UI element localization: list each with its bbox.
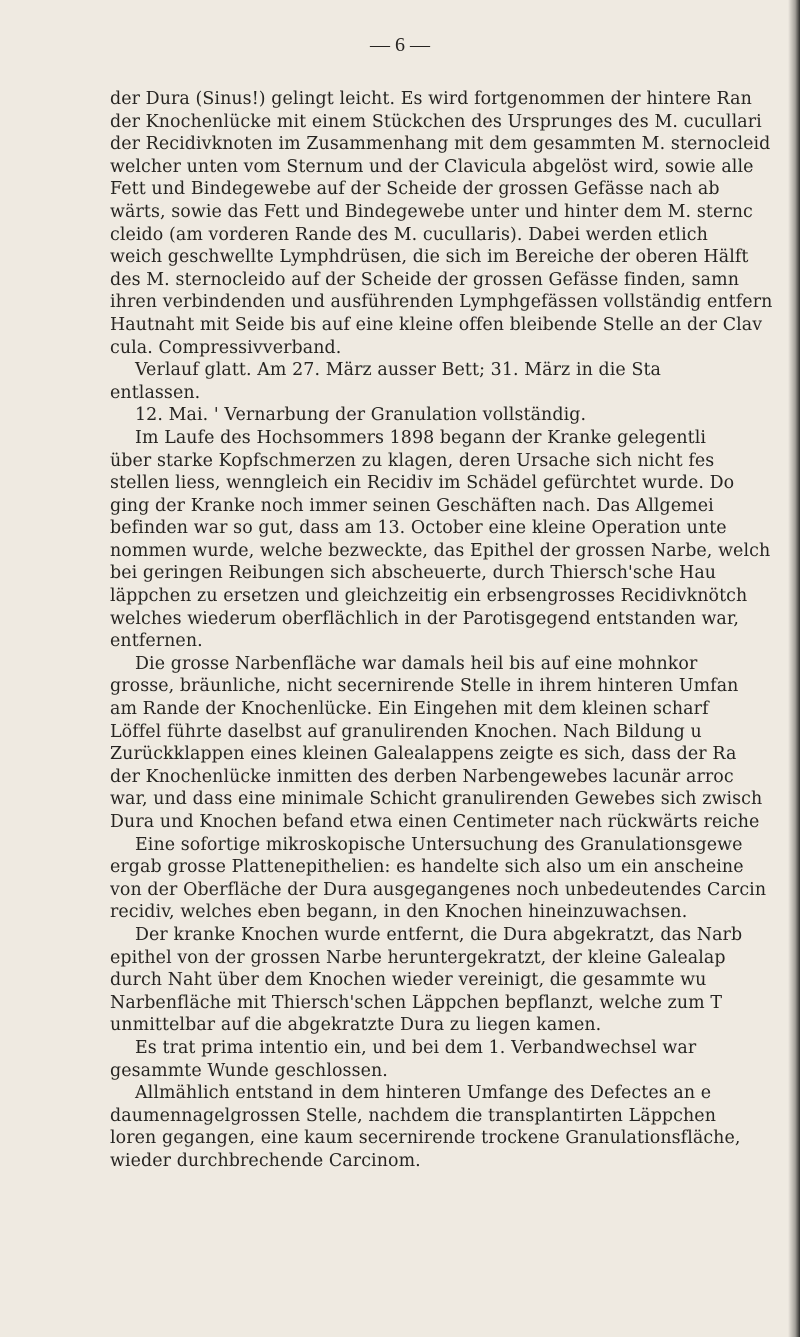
text-line: Narbenfläche mit Thiersch'schen Läppchen bepflanzt, welche zum T [110, 992, 723, 1013]
text-line: recidiv, welches eben begann, in den Knochen hineinzuwachsen. [110, 902, 688, 923]
text-line: nommen wurde, welche bezweckte, das Epithel der grossen Narbe, welch [110, 540, 771, 561]
text-line: wärts, sowie das Fett und Bindegewebe unter und hinter dem M. sternc [110, 201, 753, 222]
text-line: entfernen. [110, 631, 203, 652]
text-line: entlassen. [110, 382, 201, 403]
text-line: ihren verbindenden und ausführenden Lymphgefässen vollständig entfern [110, 292, 773, 313]
text-line: von der Oberfläche der Dura ausgegangenes noch unbedeutendes Carcin [110, 879, 767, 900]
text-line: läppchen zu ersetzen und gleichzeitig ein erbsengrosses Recidivknötch [110, 586, 748, 607]
text-line: welcher unten vom Sternum und der Clavicula abgelöst wird, sowie alle [110, 156, 754, 177]
page-edge-shadow [788, 0, 800, 1337]
page-number: — 6 — [370, 34, 430, 56]
text-line: epithel von der grossen Narbe heruntergekratzt, der kleine Galealap [110, 947, 726, 968]
text-line: ging der Kranke noch immer seinen Geschäften nach. Das Allgemei [110, 495, 714, 516]
text-line: Löffel führte daselbst auf granulirenden Knochen. Nach Bildung u [110, 721, 702, 742]
text-line: der Knochenlücke mit einem Stückchen des Ursprunges des M. cucullari [110, 111, 762, 132]
text-line: ergab grosse Plattenepithelien: es handelte sich also um ein anscheine [110, 857, 744, 878]
text-line: Es trat prima intentio ein, und bei dem 1. Verbandwechsel war [135, 1037, 697, 1058]
text-line: Im Laufe des Hochsommers 1898 begann der Kranke gelegentli [135, 427, 707, 448]
text-line: cleido (am vorderen Rande des M. cucullaris). Dabei werden etlich [110, 224, 708, 245]
text-line: weich geschwellte Lymphdrüsen, die sich im Bereiche der oberen Hälft [110, 247, 749, 268]
text-line: Zurückklappen eines kleinen Galealappens zeigte es sich, dass der Ra [110, 744, 737, 765]
text-line: durch Naht über dem Knochen wieder vereinigt, die gesammte wu [110, 970, 707, 991]
text-line: der Recidivknoten im Zusammenhang mit dem gesammten M. sternocleid [110, 134, 771, 155]
text-line: Fett und Bindegewebe auf der Scheide der grossen Gefässe nach ab [110, 179, 720, 200]
text-line: 12. Mai. ' Vernarbung der Granulation vollständig. [135, 405, 587, 426]
text-line: der Dura (Sinus!) gelingt leicht. Es wird fortgenommen der hintere Ran [110, 89, 752, 109]
text-line: über starke Kopfschmerzen zu klagen, deren Ursache sich nicht fes [110, 450, 715, 471]
body-text [110, 88, 800, 1173]
text-line: war, und dass eine minimale Schicht granulirenden Gewebes sich zwisch [110, 789, 763, 810]
text-line: unmittelbar auf die abgekratzte Dura zu liegen kamen. [110, 1015, 602, 1036]
text-line: stellen liess, wenngleich ein Recidiv im Schädel gefürchtet wurde. Do [110, 473, 735, 494]
text-line: Die grosse Narbenfläche war damals heil bis auf eine mohnkor [135, 653, 698, 674]
text-line: daumennagelgrossen Stelle, nachdem die transplantirten Läppchen [110, 1105, 716, 1126]
text-line: grosse, bräunliche, nicht secernirende Stelle in ihrem hinteren Umfan [110, 676, 739, 697]
text-line: wieder durchbrechende Carcinom. [110, 1150, 421, 1171]
text-line: Dura und Knochen befand etwa einen Centimeter nach rückwärts reiche [110, 812, 760, 832]
text-line: am Rande der Knochenlücke. Ein Eingehen mit dem kleinen scharf [110, 699, 709, 720]
text-line: befinden war so gut, dass am 13. October eine kleine Operation unte [110, 518, 727, 539]
text-line: Der kranke Knochen wurde entfernt, die Dura abgekratzt, das Narb [135, 924, 743, 945]
text-line: bei geringen Reibungen sich abscheuerte, durch Thiersch'sche Hau [110, 563, 717, 584]
text-line: der Knochenlücke inmitten des derben Narbengewebes lacunär arroc [110, 766, 734, 787]
text-line: des M. sternocleido auf der Scheide der grossen Gefässe finden, samn [110, 269, 740, 290]
text-line: Eine sofortige mikroskopische Untersuchung des Granulationsgewe [135, 834, 743, 855]
text-line: Hautnaht mit Seide bis auf eine kleine offen bleibende Stelle an der Clav [110, 314, 763, 335]
text-line: loren gegangen, eine kaum secernirende trockene Granulationsfläche, [110, 1128, 741, 1149]
text-line: welches wiederum oberflächlich in der Parotisgegend entstanden war, [110, 608, 740, 629]
text-line: cula. Compressivverband. [110, 337, 342, 358]
text-line: Verlauf glatt. Am 27. März ausser Bett; 31. März in die Sta [135, 360, 662, 381]
text-line: gesammte Wunde geschlossen. [110, 1060, 388, 1081]
text-line: Allmählich entstand in dem hinteren Umfange des Defectes an e [135, 1083, 712, 1104]
